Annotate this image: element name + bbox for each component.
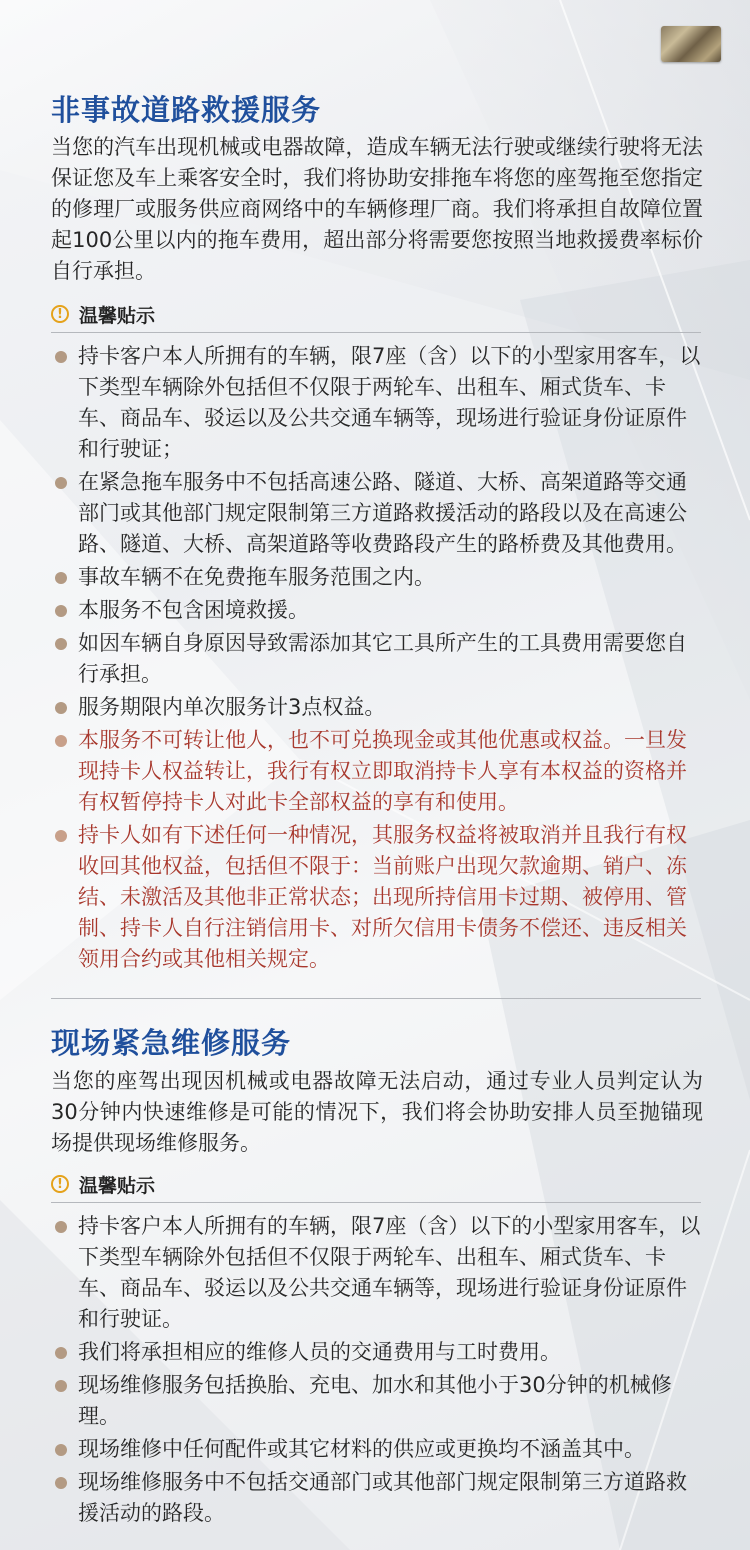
list-item bbox=[51, 562, 703, 593]
list-item bbox=[51, 1211, 703, 1335]
bullet-dot bbox=[55, 735, 67, 747]
list-item bbox=[51, 1434, 703, 1465]
list-item bbox=[51, 467, 703, 560]
list-item-text: 现场维修服务包括换胎、充电、加水和其他小于30分钟的机械修理。 bbox=[78, 1373, 672, 1428]
bullet-dot bbox=[55, 1444, 67, 1456]
list-item bbox=[51, 341, 703, 465]
list-item-text: 本服务不可转让他人，也不可兑换现金或其他优惠或权益。一旦发现持卡人权益转让，我行有权立即取消持卡人享有本权益的资格并有权暂停持卡人对此卡全部权益的享有和使用。 bbox=[78, 728, 687, 814]
list-item-text: 现场维修服务中不包括交通部门或其他部门规定限制第三方道路救援活动的路段。 bbox=[78, 1470, 687, 1525]
list-item-text: 如因车辆自身原因导致需添加其它工具所产生的工具费用需要您自行承担。 bbox=[78, 631, 687, 686]
tip-header-2 bbox=[51, 1166, 701, 1203]
list-item-text: 我们将承担相应的维修人员的交通费用与工时费用。 bbox=[78, 1340, 561, 1364]
credit-card-thumbnail bbox=[661, 26, 721, 62]
section-title-onsite-repair: 现场紧急维修服务 bbox=[51, 1026, 292, 1060]
bullet-list-roadside-rescue bbox=[51, 341, 703, 977]
bullet-dot bbox=[55, 830, 67, 842]
bullet-dot bbox=[55, 477, 67, 489]
list-item-text: 持卡人如有下述任何一种情况，其服务权益将被取消并且我行有权收回其他权益，包括但不限于：当前账户出现欠款逾期、销户、冻结、未激活及其他非正常状态；出现所持信用卡过期、被停用、管制、持卡人自行注销信用卡、对所欠信用卡债务不偿还、违反相关领用合约或其他相关规定。 bbox=[78, 823, 687, 971]
list-item bbox=[51, 1467, 703, 1529]
tip-label: 温馨贴示 bbox=[79, 1174, 156, 1197]
bullet-list-onsite-repair bbox=[51, 1211, 703, 1531]
list-item bbox=[51, 595, 703, 626]
bullet-dot bbox=[55, 1477, 67, 1489]
bullet-dot bbox=[55, 572, 67, 584]
list-item-text: 持卡客户本人所拥有的车辆，限7座（含）以下的小型家用客车，以下类型车辆除外包括但不仅限于两轮车、出租车、厢式货车、卡车、商品车、驳运以及公共交通车辆等，现场进行验证身份证原件和行驶证。 bbox=[78, 1214, 701, 1331]
exclamation-circle-icon: ! bbox=[51, 1175, 69, 1193]
bullet-dot bbox=[55, 1221, 67, 1233]
list-item-warning bbox=[51, 725, 703, 818]
section-intro-onsite-repair: 当您的座驾出现因机械或电器故障无法启动，通过专业人员判定认为30分钟内快速维修是可能的情况下，我们将会协助安排人员至抛锚现场提供现场维修服务。 bbox=[51, 1069, 703, 1155]
list-item-text: 现场维修中任何配件或其它材料的供应或更换均不涵盖其中。 bbox=[78, 1437, 645, 1461]
list-item-text: 服务期限内单次服务计3点权益。 bbox=[78, 695, 386, 719]
list-item bbox=[51, 692, 703, 723]
tip-header-1 bbox=[51, 296, 701, 333]
list-item-text: 事故车辆不在免费拖车服务范围之内。 bbox=[78, 565, 435, 589]
list-item-text: 本服务不包含困境救援。 bbox=[78, 598, 309, 622]
bullet-dot bbox=[55, 351, 67, 363]
list-item bbox=[51, 1337, 703, 1368]
tip-label: 温馨贴示 bbox=[79, 304, 156, 327]
section-intro-roadside-rescue: 当您的汽车出现机械或电器故障，造成车辆无法行驶或继续行驶将无法保证您及车上乘客安全时，我们将协助安排拖车将您的座驾拖至您指定的修理厂或服务供应商网络中的车辆修理厂商。我们将承担自故障位置起100公里以内的拖车费用，超出部分将需要您按照当地救援费率标价自行承担。 bbox=[51, 135, 703, 283]
bullet-dot bbox=[55, 638, 67, 650]
bullet-dot bbox=[55, 1380, 67, 1392]
section-title-roadside-rescue: 非事故道路救援服务 bbox=[51, 93, 322, 127]
list-item bbox=[51, 628, 703, 690]
list-item-text: 在紧急拖车服务中不包括高速公路、隧道、大桥、高架道路等交通部门或其他部门规定限制第三方道路救援活动的路段以及在高速公路、隧道、大桥、高架道路等收费路段产生的路桥费及其他费用。 bbox=[78, 470, 687, 556]
list-item-text: 持卡客户本人所拥有的车辆，限7座（含）以下的小型家用客车，以下类型车辆除外包括但不仅限于两轮车、出租车、厢式货车、卡车、商品车、驳运以及公共交通车辆等，现场进行验证身份证原件和行驶证； bbox=[78, 344, 701, 461]
list-item-warning bbox=[51, 820, 703, 975]
list-item bbox=[51, 1370, 703, 1432]
bullet-dot bbox=[55, 1347, 67, 1359]
bullet-dot bbox=[55, 702, 67, 714]
bullet-dot bbox=[55, 605, 67, 617]
exclamation-circle-icon: ! bbox=[51, 305, 69, 323]
section-divider bbox=[51, 998, 701, 999]
